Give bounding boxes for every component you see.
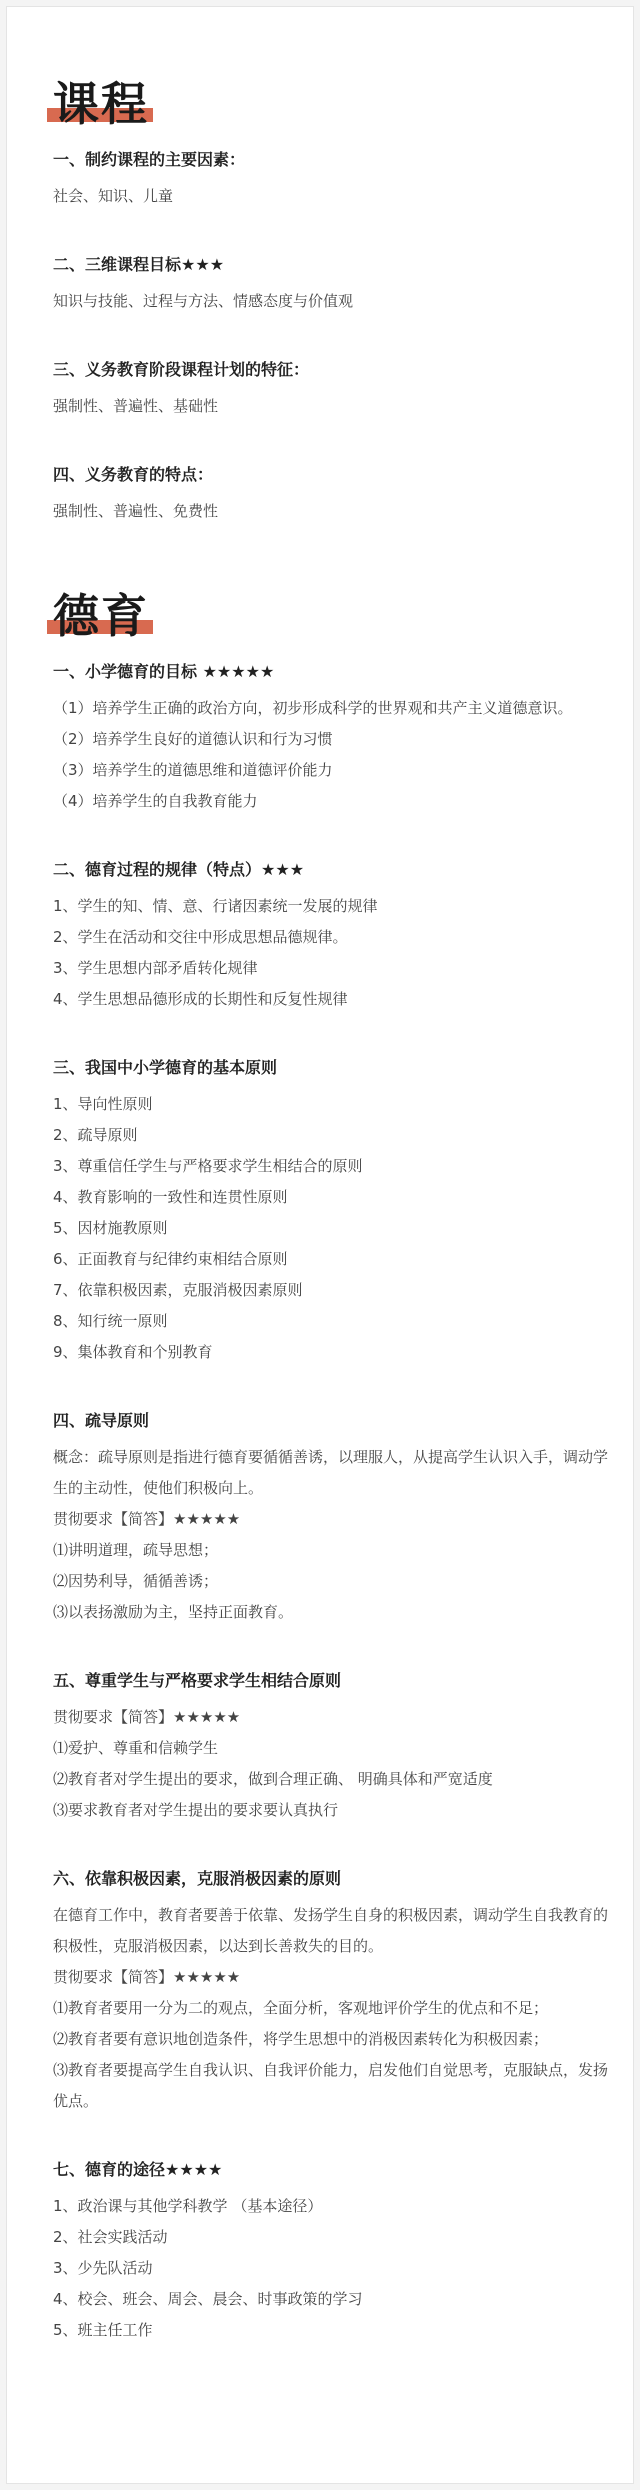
section-line: 4、校会、班会、周会、晨会、时事政策的学习 — [53, 2290, 363, 2308]
heading-deyu — [53, 589, 149, 643]
concept-paragraph: 在德育工作中，教育者要善于依靠、发扬学生自身的积极因素，调动学生自我教育的积极性，克服消极因素，以达到长善救失的目的。 — [53, 1906, 609, 1955]
deyu-section-7 — [53, 2159, 613, 2346]
kecheng-section-2 — [53, 254, 613, 317]
section-line: 7、依靠积极因素，克服消极因素原则 — [53, 1281, 303, 1299]
section-line: 3、尊重信任学生与严格要求学生相结合的原则 — [53, 1157, 363, 1175]
article-content — [53, 77, 613, 2388]
section-heading: 四、义务教育的特点： — [53, 465, 214, 484]
section-line: 1、导向性原则 — [53, 1095, 153, 1113]
section-heading: 六、依靠积极因素，克服消极因素的原则 — [53, 1869, 342, 1888]
section-line: ⑶以表扬激励为主，坚持正面教育。 — [53, 1603, 294, 1621]
section-line: 5、因材施教原则 — [53, 1219, 168, 1237]
section-line: 4、学生思想品德形成的长期性和反复性规律 — [53, 990, 348, 1008]
section-line: 强制性、普遍性、免费性 — [53, 502, 219, 520]
concept-paragraph: 概念：疏导原则是指进行德育要循循善诱，以理服人，从提高学生认识入手，调动学生的主动性，使他们积极向上。 — [53, 1448, 609, 1497]
deyu-section-4 — [53, 1410, 613, 1628]
section-heading: 一、制约课程的主要因素： — [53, 150, 246, 169]
section-line: ⑶教育者要提高学生自我认识、自我评价能力，启发他们自觉思考，克服缺点，发扬优点。 — [53, 2061, 609, 2110]
section-line: 9、集体教育和个别教育 — [53, 1343, 213, 1361]
section-line: 2、疏导原则 — [53, 1126, 138, 1144]
heading-kecheng-text: 课程 — [53, 77, 149, 131]
section-line: 强制性、普遍性、基础性 — [53, 397, 219, 415]
section-line: ⑴爱护、尊重和信赖学生 — [53, 1739, 219, 1757]
section-line: 社会、知识、儿童 — [53, 187, 174, 205]
kecheng-section-1 — [53, 149, 613, 212]
section-line: （3）培养学生的道德思维和道德评价能力 — [53, 761, 333, 779]
article-card — [6, 6, 634, 2484]
section-line: 1、政治课与其他学科教学 （基本途径） — [53, 2197, 323, 2215]
section-line: 2、社会实践活动 — [53, 2228, 168, 2246]
section-heading: 三、义务教育阶段课程计划的特征： — [53, 360, 310, 379]
section-heading: 五、尊重学生与严格要求学生相结合原则 — [53, 1671, 342, 1690]
section-line: 知识与技能、过程与方法、情感态度与价值观 — [53, 292, 354, 310]
deyu-section-5 — [53, 1670, 613, 1826]
section-heading: 二、三维课程目标★★★ — [53, 255, 225, 274]
section-line: 8、知行统一原则 — [53, 1312, 168, 1330]
kecheng-section-4 — [53, 464, 613, 527]
section-line: 6、正面教育与纪律约束相结合原则 — [53, 1250, 288, 1268]
deyu-section-2 — [53, 859, 613, 1015]
heading-kecheng — [53, 77, 149, 131]
section-line: ⑵因势利导，循循善诱； — [53, 1572, 219, 1590]
section-heading: 七、德育的途径★★★★ — [53, 2160, 223, 2179]
section-line: （2）培养学生良好的道德认识和行为习惯 — [53, 730, 333, 748]
requirement-label: 贯彻要求【简答】★★★★★ — [53, 1708, 241, 1726]
section-heading: 二、德育过程的规律（特点）★★★ — [53, 860, 305, 879]
section-heading: 四、疏导原则 — [53, 1411, 150, 1430]
section-line: ⑵教育者对学生提出的要求，做到合理正确、 明确具体和严宽适度 — [53, 1770, 493, 1788]
section-line: ⑶要求教育者对学生提出的要求要认真执行 — [53, 1801, 339, 1819]
section-line: 4、教育影响的一致性和连贯性原则 — [53, 1188, 288, 1206]
section-line: （1）培养学生正确的政治方向，初步形成科学的世界观和共产主义道德意识。 — [53, 699, 573, 717]
section-heading: 三、我国中小学德育的基本原则 — [53, 1058, 278, 1077]
deyu-section-3 — [53, 1057, 613, 1368]
section-line: 3、少先队活动 — [53, 2259, 153, 2277]
section-line: ⑴教育者要用一分为二的观点，全面分析，客观地评价学生的优点和不足； — [53, 1999, 549, 2017]
requirement-label: 贯彻要求【简答】★★★★★ — [53, 1510, 241, 1528]
section-line: （4）培养学生的自我教育能力 — [53, 792, 258, 810]
kecheng-section-3 — [53, 359, 613, 422]
section-line: ⑴讲明道理，疏导思想； — [53, 1541, 219, 1559]
section-line: 2、学生在活动和交往中形成思想品德规律。 — [53, 928, 348, 946]
section-line: 3、学生思想内部矛盾转化规律 — [53, 959, 258, 977]
deyu-section-6 — [53, 1868, 613, 2117]
section-line: ⑵教育者要有意识地创造条件，将学生思想中的消极因素转化为积极因素； — [53, 2030, 549, 2048]
deyu-section-1 — [53, 661, 613, 817]
section-line: 1、学生的知、情、意、行诸因素统一发展的规律 — [53, 897, 378, 915]
requirement-label: 贯彻要求【简答】★★★★★ — [53, 1968, 241, 1986]
heading-deyu-text: 德育 — [53, 589, 149, 643]
section-heading: 一、小学德育的目标 ★★★★★ — [53, 662, 275, 681]
section-line: 5、班主任工作 — [53, 2321, 153, 2339]
